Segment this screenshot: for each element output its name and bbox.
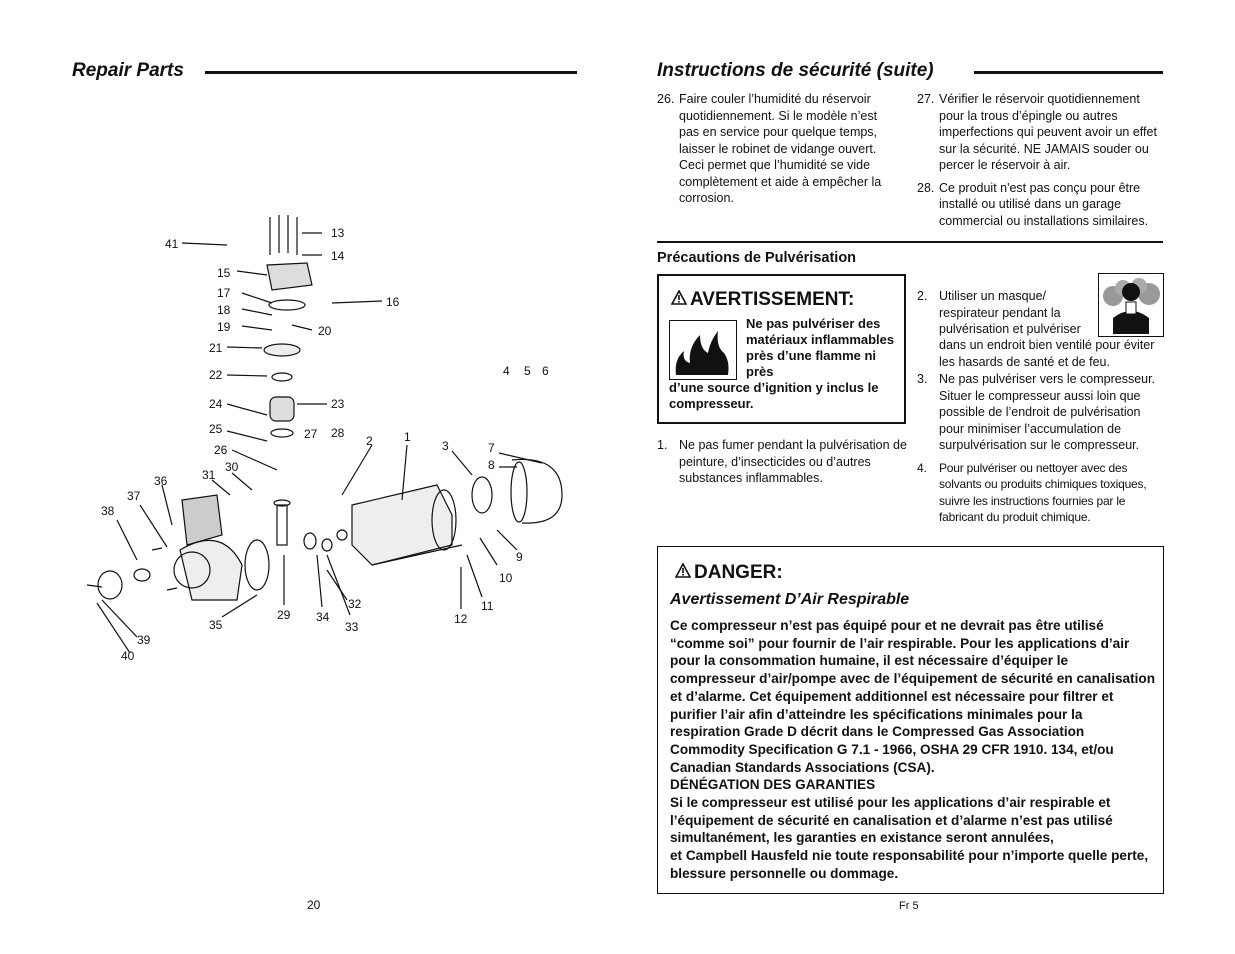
safety-title: Instructions de sécurité (suite) bbox=[657, 60, 934, 81]
top-list-left bbox=[657, 91, 897, 213]
part-label-7: 7 bbox=[488, 441, 495, 455]
warning-text-full: d’une source d’ignition y inclus le compresseur. bbox=[669, 380, 879, 411]
part-label-13: 13 bbox=[331, 226, 345, 240]
danger-subtitle: Avertissement D’Air Respirable bbox=[670, 591, 910, 608]
list-item: 26. Faire couler l’humidité du réservoir quotidiennement. Si le modèle n’est pas en service pour quelque temps, laisser le robinet de vidange ouvert. Ceci permet que l’humidité se vide complètement et aide à empêcher la corrosion. bbox=[657, 92, 882, 205]
part-label-10: 10 bbox=[499, 571, 513, 585]
part-label-6: 6 bbox=[542, 364, 549, 378]
page-number-left: 20 bbox=[307, 898, 321, 912]
part-label-3: 3 bbox=[442, 439, 449, 453]
part-label-1: 1 bbox=[404, 430, 411, 444]
exploded-parts-diagram bbox=[72, 205, 592, 675]
part-label-33: 33 bbox=[345, 620, 359, 634]
warning-header: AVERTISSEMENT: bbox=[671, 289, 854, 311]
part-label-2: 2 bbox=[366, 434, 373, 448]
part-label-36: 36 bbox=[154, 474, 168, 488]
list-item: 28. Ce produit n'est pas conçu pour être installé ou utilisé dans un garage commercial ou installations similaires. bbox=[917, 180, 1149, 228]
part-label-11: 11 bbox=[481, 599, 494, 613]
part-label-34: 34 bbox=[316, 610, 330, 624]
part-label-9: 9 bbox=[516, 550, 523, 564]
spray-heading: Précautions de Pulvérisation bbox=[657, 250, 857, 266]
danger-box bbox=[657, 546, 1164, 894]
part-label-23: 23 bbox=[331, 397, 345, 411]
part-label-4: 4 bbox=[503, 364, 510, 378]
list-item: 4. Pour pulvériser ou nettoyer avec des solvants ou produits chimiques toxiques, suivre les instructions fournies par le fabricant du produit chimique. bbox=[917, 460, 1147, 524]
part-label-5: 5 bbox=[524, 364, 531, 378]
part-label-37: 37 bbox=[127, 489, 141, 503]
part-label-22: 22 bbox=[209, 368, 223, 382]
part-label-29: 29 bbox=[277, 608, 291, 622]
top-list-right bbox=[917, 91, 1163, 235]
part-label-41: 41 bbox=[165, 237, 179, 251]
part-label-21: 21 bbox=[209, 341, 223, 355]
part-label-38: 38 bbox=[101, 504, 115, 518]
part-label-15: 15 bbox=[217, 266, 231, 280]
part-label-24: 24 bbox=[209, 397, 223, 411]
part-label-18: 18 bbox=[217, 303, 231, 317]
part-label-32: 32 bbox=[348, 597, 362, 611]
part-label-26: 26 bbox=[214, 443, 228, 457]
flame-icon bbox=[669, 320, 737, 380]
section-rule bbox=[657, 241, 1163, 243]
disclaimer-title: DÉNÉGATION DES GARANTIES bbox=[670, 777, 876, 793]
parts-diagram-drawing bbox=[72, 205, 592, 675]
disclaimer-text-2: et Campbell Hausfeld nie toute responsabilité pour n’importe quelle perte, blessure personnelle ou dommage. bbox=[670, 848, 1149, 881]
part-label-31: 31 bbox=[202, 468, 216, 482]
warning-box bbox=[657, 274, 906, 424]
part-label-19: 19 bbox=[217, 320, 231, 334]
part-label-30: 30 bbox=[225, 460, 239, 474]
warning-triangle-icon bbox=[671, 289, 687, 311]
list-item: 2. Utiliser un masque/ respirateur pendant la pulvérisation et pulvériser bbox=[917, 289, 1081, 336]
part-label-25: 25 bbox=[209, 422, 223, 436]
list-item: 3. Ne pas pulvériser vers le compresseur. Situer le compresseur aussi loin que possible de l’endroit de pulvérisation pour minimiser l’accumulation de surpulvérisation sur le compresseur. bbox=[917, 372, 1156, 452]
danger-triangle-icon bbox=[675, 562, 691, 584]
part-label-27: 27 bbox=[304, 427, 318, 441]
disclaimer-text: Si le compresseur est utilisé pour les applications d’air respirable et l’équipement de sécurité en canalisation et d’alarme n’est pas utilisé simultanément, les garanties en existance seront annulées, bbox=[670, 795, 1113, 846]
spray-item-2 bbox=[917, 288, 1097, 338]
part-label-14: 14 bbox=[331, 249, 345, 263]
part-label-28: 28 bbox=[331, 426, 345, 440]
respirator-icon bbox=[1098, 273, 1164, 337]
part-label-35: 35 bbox=[209, 618, 223, 632]
title-rule bbox=[205, 71, 577, 74]
spray-list-left bbox=[657, 437, 907, 493]
part-label-12: 12 bbox=[454, 612, 468, 626]
spray-item-2-continued: dans un endroit bien ventilé pour éviter les hasards de santé et de feu. bbox=[939, 338, 1155, 369]
part-label-39: 39 bbox=[137, 633, 151, 647]
list-item: 1. Ne pas fumer pendant la pulvérisation de peinture, d’insecticides ou d’autres substances inflammables. bbox=[657, 438, 907, 485]
list-item: 27. Vérifier le réservoir quotidiennement pour la trous d’épingle ou autres imperfections qui peuvent avoir un effet sur la sécurité. NE JAMAIS souder ou percer le réservoir à air. bbox=[917, 92, 1157, 172]
warning-text-side: Ne pas pulvériser des matériaux inflammables près d’une flamme ni près bbox=[746, 316, 895, 379]
part-label-8: 8 bbox=[488, 458, 495, 472]
page-number-right: Fr 5 bbox=[899, 900, 919, 912]
part-label-40: 40 bbox=[121, 649, 135, 663]
part-label-17: 17 bbox=[217, 286, 231, 300]
part-label-16: 16 bbox=[386, 295, 400, 309]
title-rule-right bbox=[974, 71, 1163, 74]
danger-header: DANGER: bbox=[675, 562, 783, 584]
spray-list-right bbox=[917, 371, 1163, 532]
danger-body: Ce compresseur n’est pas équipé pour et ne devrait pas être utilisé “comme soi” pour fournir de l’air respirable. Pour les applications d’air pour la consommation humaine, il est nécessaire d’équiper le compresseur d’air/pompe avec de l’équipement de sécurité en canalisation et d’alarme. Cet équipement additionnel est nécessaire pour filtrer et purifier l’air afin d’atteindre les spécifications minimales pour la respiration Grade D décrit dans le Compressed Gas Association Commodity Specification G 7.1 - 1966, OSHA 29 CFR 1910. 134, et/ou Canadian Standards Associations (CSA). DÉNÉGATION DES GARANTIES Si le compresseur est utilisé pour les applications d’air respirable et l’équipement de sécurité en canalisation et d’alarme n’est pas utilisé simultanément, les garanties en existance seront annulées, et Campbell Hausfeld nie toute responsabilité pour n’importe quelle perte, blessure personnelle ou dommage. bbox=[670, 618, 1156, 881]
part-label-20: 20 bbox=[318, 324, 332, 338]
repair-parts-title: Repair Parts bbox=[72, 60, 184, 81]
